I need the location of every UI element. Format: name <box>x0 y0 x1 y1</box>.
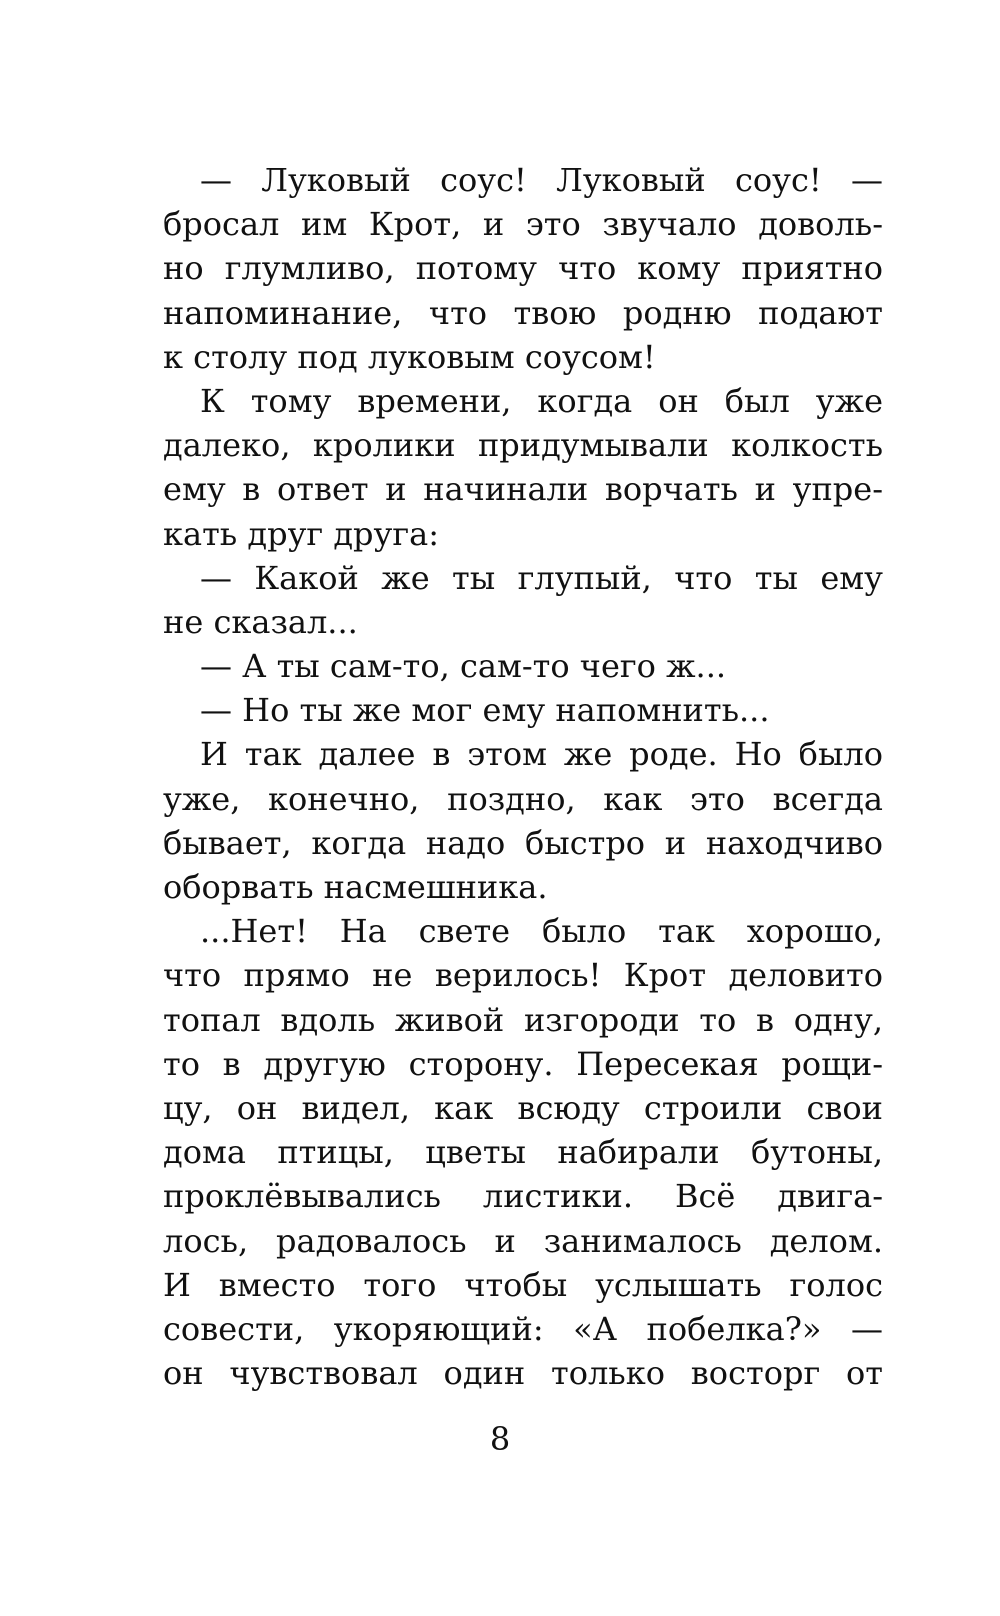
text-line: — Луковый соус! Луковый соус! — <box>200 161 883 199</box>
text-line: то в другую сторону. Пересекая рощи- <box>163 1044 883 1083</box>
page-number: 8 <box>489 1420 511 1458</box>
text-line: И так далее в этом же роде. Но было <box>200 735 883 774</box>
text-line: к столу под луковым соусом! <box>163 337 656 376</box>
text-line: он чувствовал один только восторг от <box>163 1354 883 1393</box>
text-line: — А ты сам-то, сам-то чего ж... <box>200 647 727 686</box>
text-line: ...Нет! На свете было так хорошо, <box>200 912 883 951</box>
text-line: проклёвывались листики. Всё двига- <box>163 1177 883 1216</box>
text-line: лось, радовалось и занималось делом. <box>163 1221 883 1260</box>
text-line: К тому времени, когда он был уже <box>200 381 883 420</box>
text-line: ему в ответ и начинали ворчать и упре- <box>163 470 883 509</box>
text-line: дома птицы, цветы набирали бутоны, <box>163 1133 883 1172</box>
text-line: — Какой же ты глупый, что ты ему <box>200 558 883 597</box>
text-line: оборвать насмешника. <box>163 868 548 906</box>
body-text <box>163 158 883 1395</box>
text-line: кать друг друга: <box>163 514 439 553</box>
text-line: — Но ты же мог ему напомнить... <box>200 691 770 730</box>
text-line: бросал им Крот, и это звучало доволь- <box>163 205 883 244</box>
text-line: уже, конечно, поздно, как это всегда <box>163 779 883 818</box>
text-line: далеко, кролики придумывали колкость <box>163 426 883 465</box>
text-line: бывает, когда надо быстро и находчиво <box>163 823 883 862</box>
text-line: не сказал... <box>163 602 358 641</box>
text-line: И вместо того чтобы услышать голос <box>163 1265 883 1304</box>
text-line: цу, он видел, как всюду строили свои <box>163 1088 883 1127</box>
text-line: но глумливо, потому что кому приятно <box>163 249 883 288</box>
text-line: топал вдоль живой изгороди то в одну, <box>163 1000 883 1039</box>
text-line: что прямо не верилось! Крот деловито <box>163 956 883 995</box>
text-line: совести, укоряющий: «А побелка?» — <box>163 1309 883 1348</box>
text-line: напоминание, что твою родню подают <box>163 293 883 332</box>
